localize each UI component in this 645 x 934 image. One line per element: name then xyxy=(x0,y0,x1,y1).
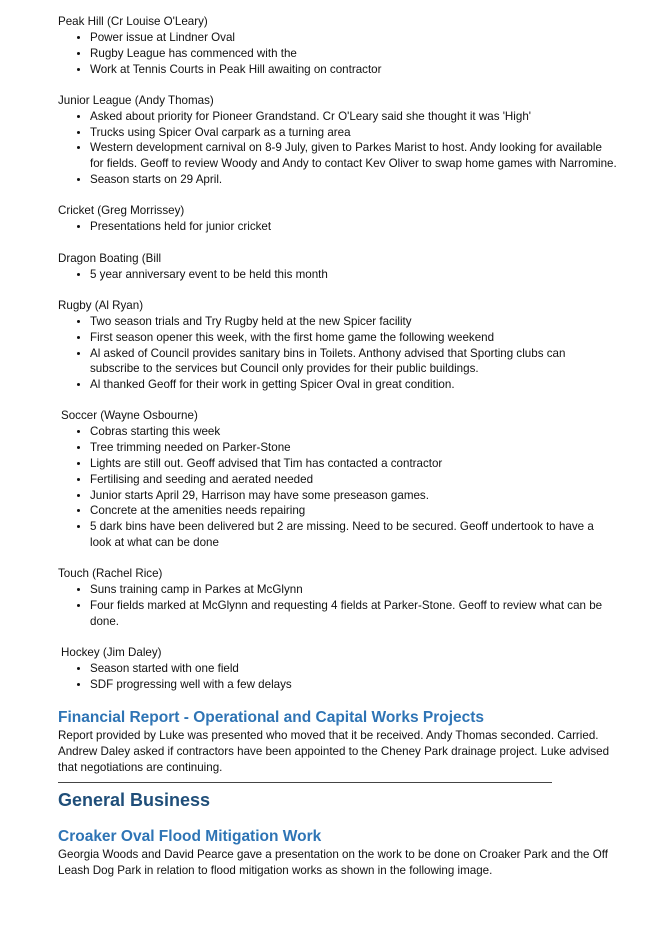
bullet-list xyxy=(58,219,618,235)
list-item: • Western development carnival on 8-9 July, given to Parkes Marist to host. Andy looking for available for fields. Geoff to review Woody and Andy to contact Kev Oliver to swap home games with Narromine. xyxy=(90,140,618,172)
list-item: • Four fields marked at McGlynn and requesting 4 fields at Parker-Stone. Geoff to review what can be done. xyxy=(90,598,618,630)
report-section xyxy=(58,566,618,629)
report-section xyxy=(58,298,618,393)
section-heading: Dragon Boating (Bill xyxy=(58,251,162,265)
bullet-list xyxy=(58,661,618,693)
report-section xyxy=(58,93,618,188)
list-item: • 5 year anniversary event to be held this month xyxy=(90,267,618,283)
list-item: • Fertilising and seeding and aerated needed xyxy=(90,472,618,488)
bullet-list xyxy=(58,109,618,188)
list-item: • Cobras starting this week xyxy=(90,424,618,440)
section-heading: Junior League (Andy Thomas) xyxy=(58,93,214,107)
list-item: • Power issue at Lindner Oval xyxy=(90,30,618,46)
bullet-list xyxy=(58,314,618,393)
bullet-list xyxy=(58,30,618,77)
report-section xyxy=(58,645,618,693)
financial-paragraph-1: Report provided by Luke was presented who moved that it be received. Andy Thomas seconded. Carried. xyxy=(58,729,599,743)
list-item: • Junior starts April 29, Harrison may have some preseason games. xyxy=(90,488,618,504)
horizontal-rule xyxy=(58,782,552,783)
list-item: • Asked about priority for Pioneer Grandstand. Cr O'Leary said she thought it was 'High' xyxy=(90,109,618,125)
list-item: • Trucks using Spicer Oval carpark as a turning area xyxy=(90,125,618,141)
list-item: • Tree trimming needed on Parker-Stone xyxy=(90,440,618,456)
general-business-heading: General Business xyxy=(58,790,211,811)
list-item: • SDF progressing well with a few delays xyxy=(90,677,618,693)
list-item: • Suns training camp in Parkes at McGlynn xyxy=(90,582,618,598)
section-heading: Touch (Rachel Rice) xyxy=(58,567,163,581)
list-item: • Al asked of Council provides sanitary bins in Toilets. Anthony advised that Sporting clubs can subscribe to the services but Council only provides for their public buildings. xyxy=(90,346,618,378)
report-section xyxy=(58,203,618,235)
list-item: • Concrete at the amenities needs repairing xyxy=(90,503,618,519)
section-heading: Soccer (Wayne Osbourne) xyxy=(61,409,198,423)
financial-paragraph-2: Andrew Daley asked if contractors have been appointed to the Cheney Park drainage project. Luke advised that negotiations are continuing. xyxy=(58,745,610,775)
list-item: • Presentations held for junior cricket xyxy=(90,219,618,235)
list-item: • First season opener this week, with the first home game the following weekend xyxy=(90,330,618,346)
section-heading: Cricket (Greg Morrissey) xyxy=(58,204,185,218)
list-item: • 5 dark bins have been delivered but 2 are missing. Need to be secured. Geoff undertook to have a look at what can be done xyxy=(90,519,618,551)
list-item: • Two season trials and Try Rugby held at the new Spicer facility xyxy=(90,314,618,330)
report-section xyxy=(58,251,618,283)
section-heading: Peak Hill (Cr Louise O'Leary) xyxy=(58,15,208,28)
list-item: • Season started with one field xyxy=(90,661,618,677)
list-item: • Work at Tennis Courts in Peak Hill awaiting on contractor xyxy=(90,62,618,78)
list-item: • Lights are still out. Geoff advised that Tim has contacted a contractor xyxy=(90,456,618,472)
bullet-list xyxy=(58,267,618,283)
bullet-list xyxy=(58,582,618,629)
croaker-oval-paragraph: Georgia Woods and David Pearce gave a presentation on the work to be done on Croaker Park and the Off Leash Dog Park in relation to flood mitigation works as shown in the following image. xyxy=(58,848,608,878)
financial-report-heading: Financial Report - Operational and Capital Works Projects xyxy=(58,709,485,727)
croaker-oval-heading: Croaker Oval Flood Mitigation Work xyxy=(58,828,322,846)
report-section xyxy=(58,408,618,550)
section-heading: Rugby (Al Ryan) xyxy=(58,298,144,312)
section-heading: Hockey (Jim Daley) xyxy=(61,646,162,660)
document-body xyxy=(58,14,618,879)
list-item: • Al thanked Geoff for their work in getting Spicer Oval in great condition. xyxy=(90,377,618,393)
bullet-list xyxy=(58,424,618,550)
list-item: • Rugby League has commenced with the xyxy=(90,46,618,62)
club-reports xyxy=(58,14,618,693)
list-item: • Season starts on 29 April. xyxy=(90,172,618,188)
report-section xyxy=(58,14,618,77)
